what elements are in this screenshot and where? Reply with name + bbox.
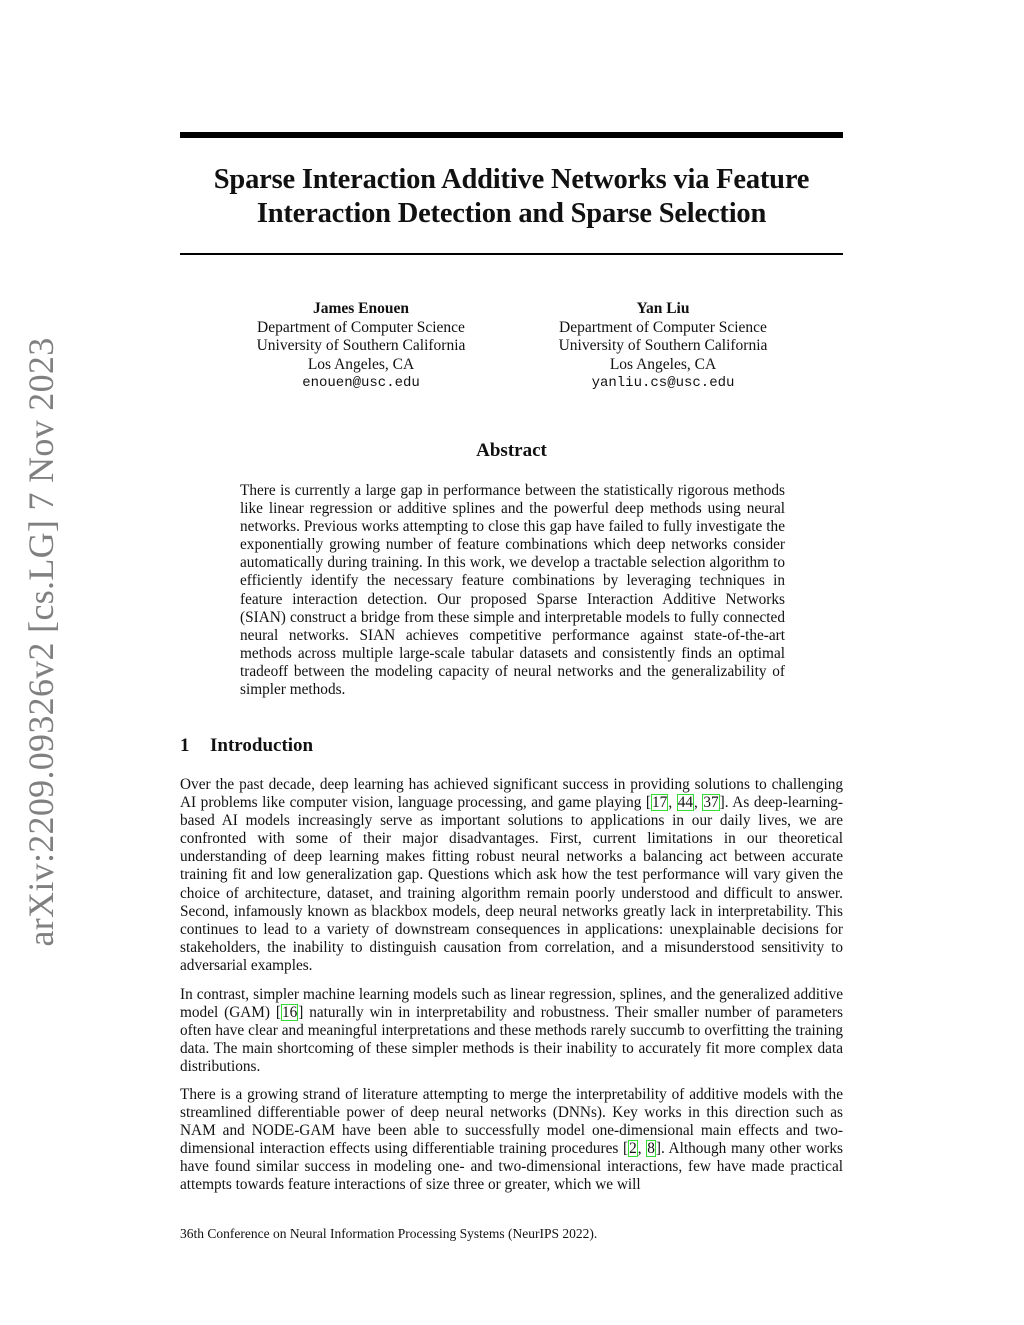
author-name: Yan Liu (636, 300, 690, 317)
paragraph-text: ]. Although many other works have found similar success in modeling one- and two-dimensional interactions, few have made practical attempts towards feature interactions of size three or greater, which we will (180, 1140, 844, 1194)
paragraph-text: In contrast, simpler machine learning models such as linear regression, splines, and the generalized additive model (GAM) [ (180, 986, 843, 1022)
paper-title (180, 163, 843, 231)
paragraph-text: ] naturally win in interpretability and robustness. Their smaller number of parameters often have clear and meaningful interpretations and these methods rarely succumb to overfitting the training data. The main shortcoming of these simpler methods is their inability to accurately fit more complex data distributions. (180, 1004, 843, 1076)
title-top-rule (180, 132, 843, 138)
paragraph-text: Over the past decade, deep learning has achieved significant success in providing solutions to challenging AI problems like computer vision, language processing, and game playing [ (180, 776, 843, 812)
citation-separator: , (637, 1140, 647, 1158)
author-department: Department of Computer Science (559, 318, 767, 336)
paragraph-text: ]. As deep-learning-based AI models increasingly serve as important solutions to applications in our daily lives, we are confronted with some of their major disadvantages. First, current limitations in our theoretical understanding of deep learning makes fitting robust neural networks a balancing act between accurate training fit and low generalization gap. Questions which ask how the test performance will vary given the choice of architecture, dataset, and training algorithm remain poorly understood and difficult to answer. Second, infamously known as blackbox models, deep neural networks greatly lack in interpretability. This continues to lead to a variety of downstream consequences in applications: unexplainable decisions for stakeholders, the inability to distinguish causation from correlation, and a misunderstood sensitivity to adversarial examples. (180, 794, 844, 974)
citation-link[interactable]: 8 (647, 1140, 655, 1158)
section-number: 1 (180, 735, 190, 756)
author-email[interactable]: enouen@usc.edu (302, 375, 420, 391)
author-department: Department of Computer Science (257, 318, 465, 336)
citation-link[interactable]: 17 (652, 794, 668, 812)
abstract-text: There is currently a large gap in performance between the statistically rigorous methods like linear regression or additive splines and the powerful deep methods using neural networks. Previous works attempting to close this gap have failed to fully investigate the exponentially growing number of feature combinations which deep networks consider automatically during training. In this work, we develop a tractable selection algorithm to efficiently identify the necessary feature combinations by leveraging techniques in feature interaction detection. Our proposed Sparse Interaction Additive Networks (SIAN) construct a bridge from these simple and interpretable models to fully connected neural networks. SIAN achieves competitive performance against state-of-the-art methods across multiple large-scale tabular datasets and consistently finds an optimal tradeoff between the modeling capacity of neural networks and the generalizability of simpler methods. (240, 482, 785, 699)
intro-paragraph-3 (180, 1086, 843, 1195)
conference-footnote: 36th Conference on Neural Information Processing Systems (NeurIPS 2022). (180, 1226, 598, 1241)
title-bottom-rule (180, 253, 843, 255)
author-university: University of Southern California (256, 337, 466, 354)
author-name: James Enouen (312, 300, 410, 317)
abstract-heading: Abstract (476, 440, 547, 461)
intro-paragraph-2 (180, 986, 843, 1076)
author-block-1 (211, 300, 511, 393)
author-university: University of Southern California (558, 337, 768, 354)
author-location: Los Angeles, CA (609, 355, 717, 373)
title-line-2: Interaction Detection and Sparse Selection (256, 198, 767, 229)
section-heading-introduction (180, 735, 313, 757)
intro-paragraph-1 (180, 776, 843, 975)
citation-link[interactable]: 37 (703, 794, 719, 812)
citation-separator: , (668, 794, 677, 812)
arxiv-identifier-stamp: arXiv:2209.09326v2 [cs.LG] 7 Nov 2023 (21, 337, 61, 947)
section-title: Introduction (210, 735, 314, 756)
citation-link[interactable]: 2 (629, 1140, 637, 1158)
citation-link[interactable]: 44 (677, 794, 693, 812)
title-line-1: Sparse Interaction Additive Networks via Feature (213, 164, 810, 195)
author-email[interactable]: yanliu.cs@usc.edu (591, 375, 735, 391)
citation-separator: , (694, 794, 703, 812)
paragraph-text: There is a growing strand of literature attempting to merge the interpretability of additive models with the streamlined differentiable power of deep neural networks (DNNs). Key works in this direction such as NAM and NODE-GAM have been able to successfully model one-dimensional main effects and two-dimensional interaction effects using differentiable training procedures [ (180, 1086, 843, 1158)
author-location: Los Angeles, CA (307, 355, 415, 373)
author-block-2 (513, 300, 813, 393)
citation-link[interactable]: 16 (281, 1004, 298, 1022)
